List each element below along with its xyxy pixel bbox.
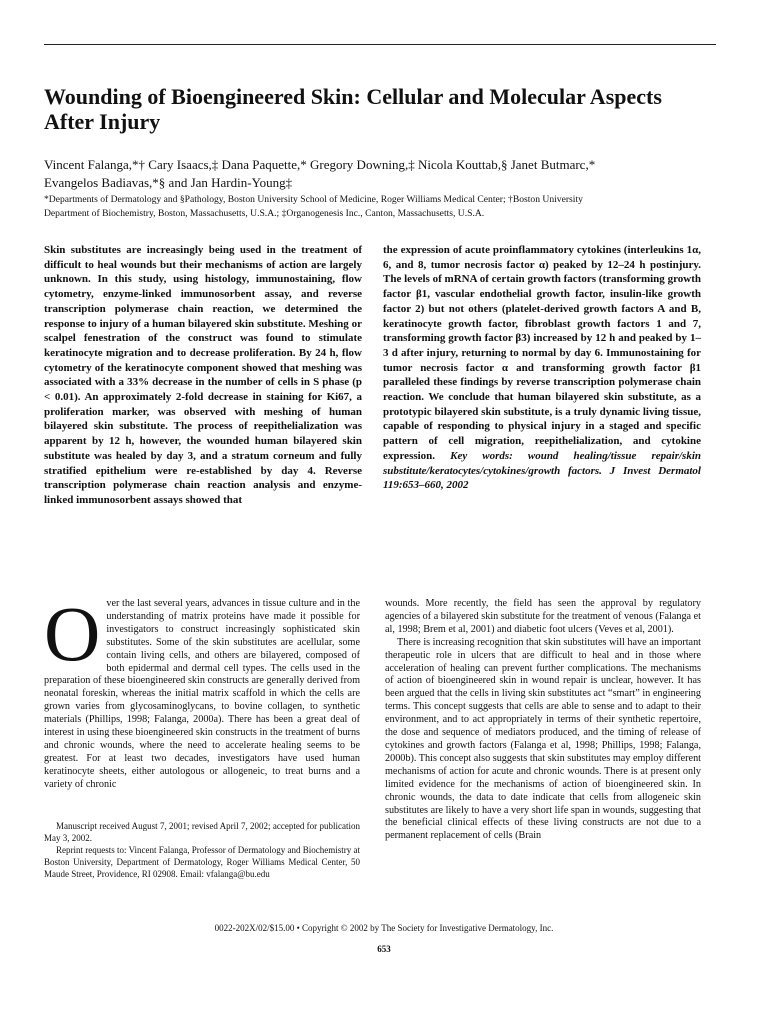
body-left-column bbox=[44, 590, 360, 792]
authors-line-1: Vincent Falanga,*† Cary Isaacs,‡ Dana Paquette,* Gregory Downing,‡ Nicola Kouttab,§ Janet Butmarc,* bbox=[44, 157, 596, 172]
abstract-right-column bbox=[383, 243, 701, 493]
body-paragraph-2: There is increasing recognition that skin substitutes will have an important therapeutic role in ulcers that are difficult to heal and in those where acceleration of healing can prevent further complications. The mechanisms of action of bioengineered skin in wound repair is unclear, however. It has been argued that the cells in living skin substitutes act “smart” in engineering terms. This concept suggests that cells are able to sense and to adapt to their environment, and to act appropriately in terms of their synthetic repertoire, the dose and sequence of mediators produced, and the timing of release of cytokines and growth factors (Falanga et al, 1998; Phillips, 1998; Falanga, 2000b). This concept also suggests that skin substitutes may employ different mechanisms of action for acute and chronic wounds. There is at present only limited evidence for the mechanisms of action of bioengineered skin. In chronic wounds, the data to date indicate that cells from allogeneic skin substitutes are likely to have a very short life span in wounds, suggesting that the beneficial clinical effects of these living constructs are not due to a permanent replacement of cells (Brain bbox=[385, 636, 701, 842]
intro-paragraph bbox=[44, 590, 360, 792]
body-paragraph-1: wounds. More recently, the field has seen the approval by regulatory agencies of a bilayered skin substitute for the treatment of venous (Falanga et al, 1998; Brem et al, 2001) and diabetic foot ulcers (Veves et al, 2001). bbox=[385, 598, 701, 635]
abstract-right-text: the expression of acute proinflammatory cytokines (interleukins 1α, 6, and 8, tumor necrosis factor α) peaked by 12–24 h postinjury. The levels of mRNA of certain growth factors (transforming growth factor β1, vascular endothelial growth factor, insulin-like growth factor 2) but not others (platelet-derived growth factors A and B, keratinocyte growth factor, fibroblast growth factors 1 and 7, transforming growth factor β3) increased by 12 h and peaked by 1–3 d after injury, returning to normal by day 6. Immunostaining for tumor necrosis factor α and transforming growth factor β1 paralleled these findings by reverse transcription polymerase chain reaction. We conclude that human bilayered skin substitute, as a prototypic bilayered skin substitute, is a truly dynamic living tissue, capable of responding to physical injury in a staged and specific pattern of cell migration, reepithelialization, and cytokine expression. bbox=[383, 244, 701, 462]
page-number: 653 bbox=[377, 944, 391, 954]
top-rule bbox=[44, 44, 716, 45]
footnotes bbox=[44, 820, 360, 880]
drop-cap: O bbox=[44, 590, 101, 677]
body-right-column bbox=[385, 598, 701, 843]
reprint-requests: Reprint requests to: Vincent Falanga, Professor of Dermatology and Biochemistry at Boston University, Department of Dermatology, Roger Williams Medical Center, 50 Maude Street, Providence, RI 02908. Email: vfalanga@bu.edu bbox=[44, 845, 360, 879]
manuscript-dates: Manuscript received August 7, 2001; revised April 7, 2002; accepted for publication May 3, 2002. bbox=[44, 821, 360, 843]
affiliation-line-2: Department of Biochemistry, Boston, Massachusetts, U.S.A.; ‡Organogenesis Inc., Canton, Massachusetts, U.S.A. bbox=[44, 208, 485, 219]
author-list bbox=[44, 156, 716, 192]
intro-paragraph-text: ver the last several years, advances in tissue culture and in the understanding of matrix proteins have made it possible for investigators to construct increasingly sophisticated skin substitutes. Some of the skin substitutes are acellular, some contain living cells, and others are bilayered, composed of both epidermal and dermal cell types. The cells used in the preparation of these bioengineered skin constructs are generally derived from neonatal foreskin, whereas the initial matrix scaffold in which the cells are grown varies from glycosaminoglycans, to bovine collagen, to synthetic materials (Phillips, 1998; Falanga, 2000a). There has been a great deal of interest in using these bioengineered skin constructs in the treatment of burns and chronic wounds, where the need to accelerate healing seems to be greatest. For at least two decades, investigators have used human keratinocyte sheets, either autologous or allogeneic, to treat burns and a variety of chronic bbox=[44, 598, 360, 790]
article-title: Wounding of Bioengineered Skin: Cellular and Molecular Aspects After Injury bbox=[44, 84, 662, 134]
affiliations bbox=[44, 193, 716, 221]
affiliation-line-1: *Departments of Dermatology and §Pathology, Boston University School of Medicine, Roger Williams Medical Center; †Boston University bbox=[44, 194, 583, 205]
copyright-line: 0022-202X/02/$15.00 • Copyright © 2002 by The Society for Investigative Dermatology, Inc. bbox=[214, 923, 554, 933]
abstract-left-column: Skin substitutes are increasingly being used in the treatment of difficult to heal wounds but their mechanisms of action are largely unknown. In this study, using histology, immunostaining, flow cytometry, enzyme-linked immunosorbent assay, and reverse transcription polymerase chain reaction, we determined the response to injury of a human bilayered skin substitute. Meshing or scalpel fenestration of the construct was found to stimulate keratinocyte migration and to decrease proliferation. By 24 h, flow cytometry of the keratinocyte component showed that meshing was associated with a 33% decrease in the number of cells in S phase (p < 0.01). An approximately 2-fold decrease in staining for Ki67, a proliferation marker, was observed with meshing of human bilayered skin substitute. The process of reepithelialization was apparent by 12 h, however, the wounded human bilayered skin substitute was healed by day 3, and a stratum corneum and fully stratified epithelium were re-established by day 4. Reverse transcription polymerase chain reaction analysis and enzyme-linked immunosorbent assays showed that bbox=[44, 244, 362, 506]
authors-line-2: Evangelos Badiavas,*§ and Jan Hardin-Young‡ bbox=[44, 175, 293, 190]
abstract-keywords: Key words: wound healing/tissue repair/skin substitute/keratocytes/cytokines/growth factors. J Invest Dermatol 119:653–660, 2002 bbox=[383, 449, 701, 492]
